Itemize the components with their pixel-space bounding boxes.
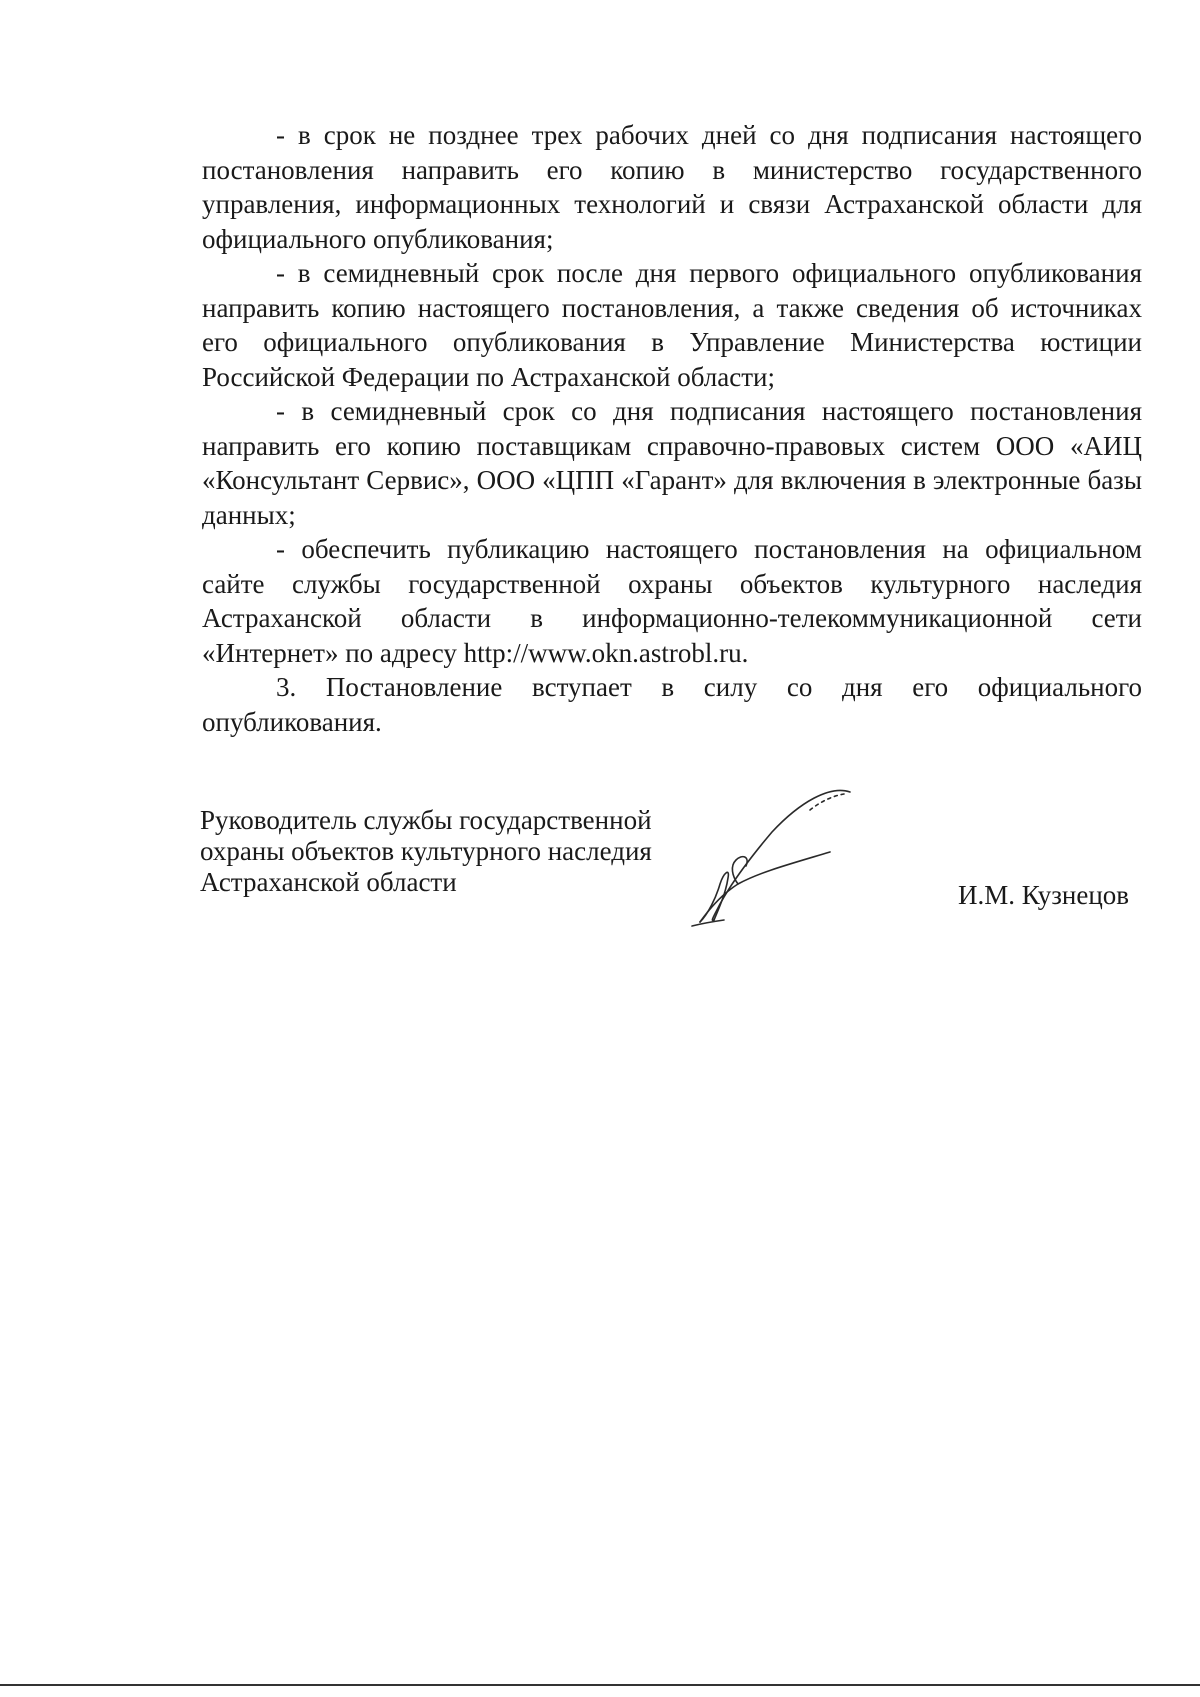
paragraph-website-publication: - обеспечить публикацию настоящего постановления на официальном сайте службы государственной охраны объектов культурного наследия Астраханской области в информационно-телекоммуникационной сети «Интернет» по адресу http://www.okn.astrobl.ru. bbox=[202, 534, 1142, 668]
signatory-name: И.М. Кузнецов bbox=[958, 880, 1130, 910]
document-body bbox=[202, 118, 1142, 739]
signatory-position-line: Астраханской области bbox=[200, 867, 457, 897]
paragraph-legal-systems: - в семидневный срок со дня подписания настоящего постановления направить его копию поставщикам справочно-правовых систем ООО «АИЦ «Консультант Сервис», ООО «ЦПП «Гарант» для включения в электронные базы данных; bbox=[202, 396, 1142, 530]
signatory-position-line: Руководитель службы государственной bbox=[200, 805, 652, 835]
signatory-position-line: охраны объектов культурного наследия bbox=[200, 836, 652, 866]
handwritten-signature bbox=[680, 780, 860, 930]
paragraph-publication-copy: - в срок не позднее трех рабочих дней со дня подписания настоящего постановления направить его копию в министерство государственного управления, информационных технологий и связи Астраханской области для официального опубликования; bbox=[202, 120, 1142, 254]
paragraph-justice-ministry: - в семидневный срок после дня первого официального опубликования направить копию настоящего постановления, а также сведения об источниках его официального опубликования в Управление Министерства юстиции Российской Федерации по Астраханской области; bbox=[202, 258, 1142, 392]
page-bottom-edge bbox=[0, 1684, 1200, 1686]
paragraph-effective-date: 3. Постановление вступает в силу со дня его официального опубликования. bbox=[202, 672, 1142, 737]
signatory-position bbox=[200, 805, 652, 898]
